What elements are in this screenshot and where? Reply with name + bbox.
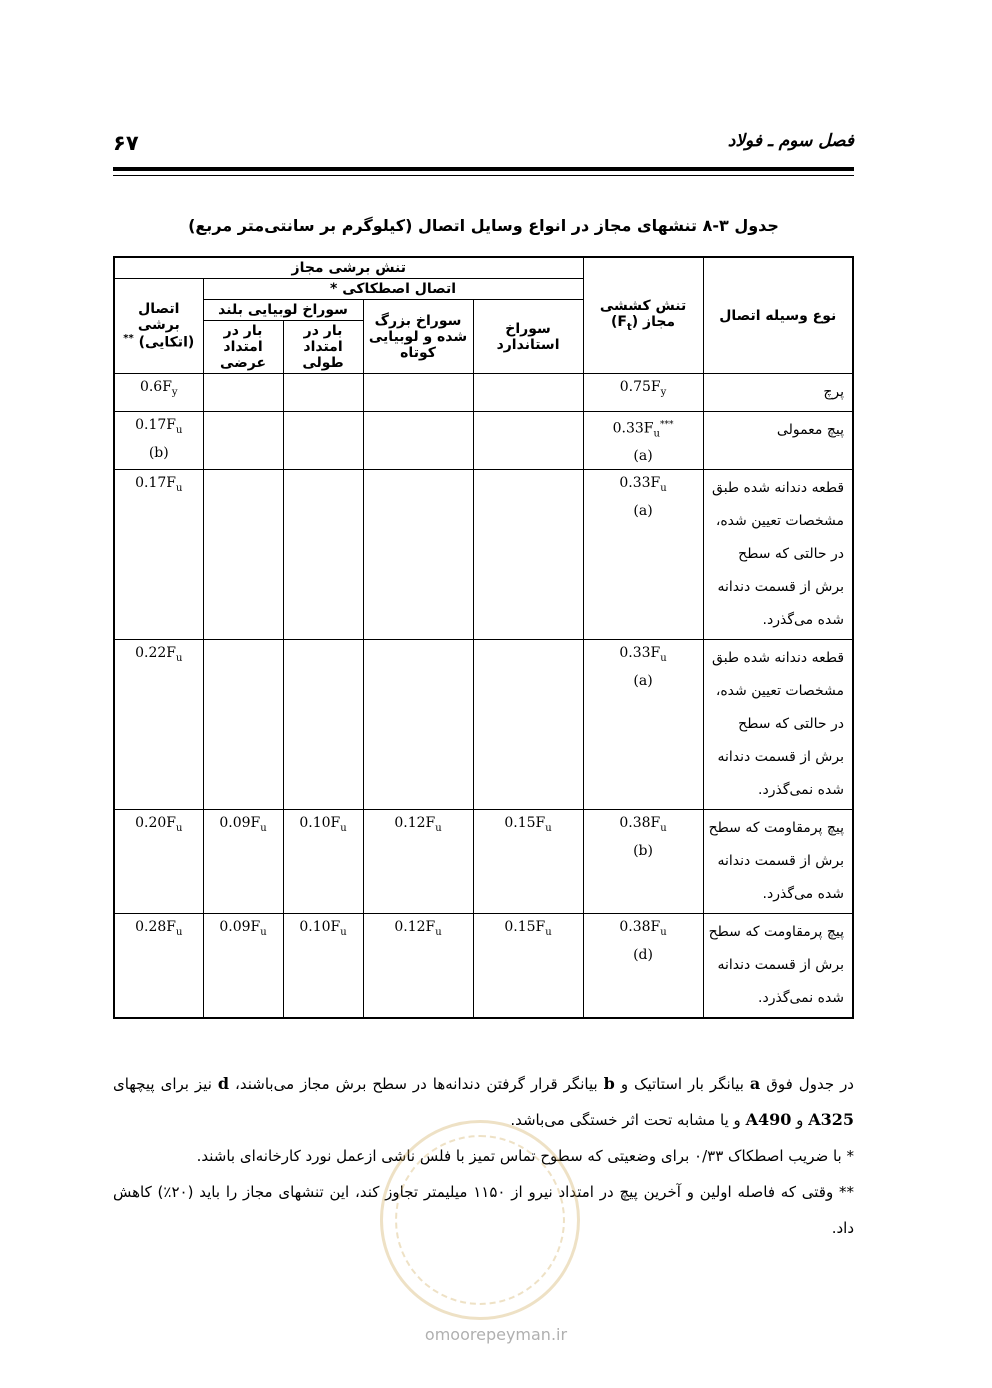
cell-bearing-note: (b) <box>148 444 169 461</box>
cell-long-direction-value: $0.10F_u$ <box>299 815 347 835</box>
cell-long-direction <box>283 412 363 470</box>
cell-transverse-direction <box>203 914 283 1019</box>
cell-tension-value: $0.33F_u^{***}$ <box>612 420 674 440</box>
cell-bearing <box>114 810 203 914</box>
cell-oversized-hole-value: $0.12F_u$ <box>394 919 442 939</box>
cell-tension <box>583 640 703 810</box>
cell-oversized-hole <box>363 640 473 810</box>
note-friction: * با ضریب اصطکاک ۰/۳۳ برای وضعیتی که سطوح تماس تمیز با فلس ناشی ازعمل نورد کارخانه‌ای باشند. <box>196 1147 854 1165</box>
cell-transverse-direction <box>203 412 283 470</box>
note-bearing: ** وقتی که فاصله اولین و آخرین پیچ در امتداد نیرو از ۱۱۵۰ میلیمتر تجاوز کند، این تنشهای مجاز را باید (۲۰٪) کاهش داد. <box>113 1183 854 1237</box>
table-row <box>114 412 853 470</box>
cell-bearing-value: $0.17F_u$ <box>135 417 183 436</box>
table-caption: جدول ۳-۸ تنشهای مجاز در انواع وسایل اتصال (کیلوگرم بر سانتی‌متر مربع) <box>188 216 779 235</box>
cell-tension-value: $0.38F_u$ <box>619 815 667 835</box>
header-standard-hole: سوراخ استاندارد <box>473 300 583 374</box>
cell-bearing-value: $0.6F_y$ <box>139 379 178 398</box>
cell-bearing <box>114 470 203 640</box>
cell-long-direction <box>283 470 363 640</box>
header-connection-type: نوع وسیله اتصال <box>703 257 853 374</box>
cell-long-direction <box>283 810 363 914</box>
header-oversized-hole: سوراخ بزرگ شده و لوبیایی کوتاه <box>363 300 473 374</box>
cell-tension-note: (a) <box>633 673 653 690</box>
cell-bearing-value: $0.20F_u$ <box>135 815 183 835</box>
cell-transverse-direction-value: $0.09F_u$ <box>219 815 267 835</box>
cell-tension-value: $0.38F_u$ <box>619 919 667 939</box>
cell-bearing <box>114 412 203 470</box>
cell-standard-hole <box>473 412 583 470</box>
cell-oversized-hole <box>363 412 473 470</box>
table-row <box>114 470 853 640</box>
cell-tension <box>583 810 703 914</box>
cell-standard-hole <box>473 914 583 1019</box>
cell-tension-note: (a) <box>633 448 653 465</box>
cell-transverse-direction <box>203 640 283 810</box>
allowable-stress-table <box>113 256 854 1019</box>
cell-oversized-hole <box>363 914 473 1019</box>
cell-oversized-hole <box>363 374 473 412</box>
header-transverse-direction: بار در امتداد عرضی <box>203 321 283 374</box>
cell-bearing <box>114 640 203 810</box>
table-row <box>114 914 853 1019</box>
table-row <box>114 374 853 412</box>
cell-oversized-hole-value: $0.12F_u$ <box>394 815 442 835</box>
cell-long-direction-value: $0.10F_u$ <box>299 919 347 939</box>
cell-connection-type: قطعه دندانه شده طبق مشخصات تعیین شده، در حالتی که سطح برش از قسمت دندانه شده می‌گذرد. <box>703 470 853 640</box>
cell-bearing <box>114 914 203 1019</box>
cell-oversized-hole <box>363 470 473 640</box>
header-shear-stress: تنش برشی مجاز <box>114 257 583 279</box>
page-number: ۶۷ <box>113 131 139 155</box>
table-row <box>114 640 853 810</box>
cell-long-direction <box>283 914 363 1019</box>
cell-connection-type: پرچ <box>703 374 853 412</box>
cell-tension-note: (a) <box>633 503 653 520</box>
watermark-url: omoorepeyman.ir <box>424 1325 568 1344</box>
cell-bearing-value: $0.17F_u$ <box>135 475 183 495</box>
cell-tension <box>583 374 703 412</box>
cell-standard-hole-value: $0.15F_u$ <box>504 919 552 939</box>
header-long-direction: بار در امتداد طولی <box>283 321 363 374</box>
cell-connection-type: قطعه دندانه شده طبق مشخصات تعیین شده، در حالتی که سطح برش از قسمت دندانه شده نمی‌گذرد. <box>703 640 853 810</box>
cell-connection-type: پیچ پرمقاومت که سطح برش از قسمت دندانه شده می‌گذرد. <box>703 810 853 914</box>
cell-tension <box>583 412 703 470</box>
cell-bearing-value: $0.22F_u$ <box>135 645 183 665</box>
cell-tension <box>583 914 703 1019</box>
cell-long-direction <box>283 640 363 810</box>
header-bearing-connection: اتصال برشی (اتکایی) ** <box>114 279 203 374</box>
cell-tension <box>583 470 703 640</box>
cell-connection-type: پیچ معمولی <box>703 412 853 470</box>
header-tension-stress: تنش کششی مجاز $(F_t)$ <box>583 257 703 374</box>
cell-tension-note: (b) <box>633 843 653 860</box>
watermark-seal-inner <box>395 1135 565 1305</box>
cell-transverse-direction <box>203 470 283 640</box>
note-legend: در جدول فوق a بیانگر بار استاتیک و b بیانگر قرار گرفتن دندانه‌ها در سطح برش مجاز می‌باشند، d نیز برای پیچهای A325 و A490 و یا مشابه تحت اثر خستگی می‌باشد. <box>113 1074 854 1129</box>
cell-tension-value: $0.33F_u$ <box>619 645 667 665</box>
cell-tension-note: (d) <box>633 947 653 964</box>
cell-bearing-value: $0.28F_u$ <box>135 919 183 939</box>
cell-standard-hole <box>473 810 583 914</box>
cell-oversized-hole <box>363 810 473 914</box>
header-rule-thin <box>113 175 854 176</box>
cell-standard-hole <box>473 640 583 810</box>
cell-connection-type: پیچ پرمقاومت که سطح برش از قسمت دندانه شده نمی‌گذرد. <box>703 914 853 1019</box>
cell-standard-hole-value: $0.15F_u$ <box>504 815 552 835</box>
header-friction-connection: اتصال اصطکاکی * <box>203 279 583 300</box>
cell-transverse-direction <box>203 810 283 914</box>
header-long-slot: سوراخ لوبیایی بلند <box>203 300 363 321</box>
cell-long-direction <box>283 374 363 412</box>
cell-tension-value: $0.33F_u$ <box>619 475 667 495</box>
cell-transverse-direction-value: $0.09F_u$ <box>219 919 267 939</box>
cell-tension-value: $0.75F_y$ <box>619 379 667 398</box>
table-row <box>114 810 853 914</box>
cell-standard-hole <box>473 470 583 640</box>
header-rule-thick <box>113 167 854 171</box>
cell-bearing <box>114 374 203 412</box>
chapter-title: فصل سوم ـ فولاد <box>727 131 854 151</box>
cell-transverse-direction <box>203 374 283 412</box>
cell-standard-hole <box>473 374 583 412</box>
